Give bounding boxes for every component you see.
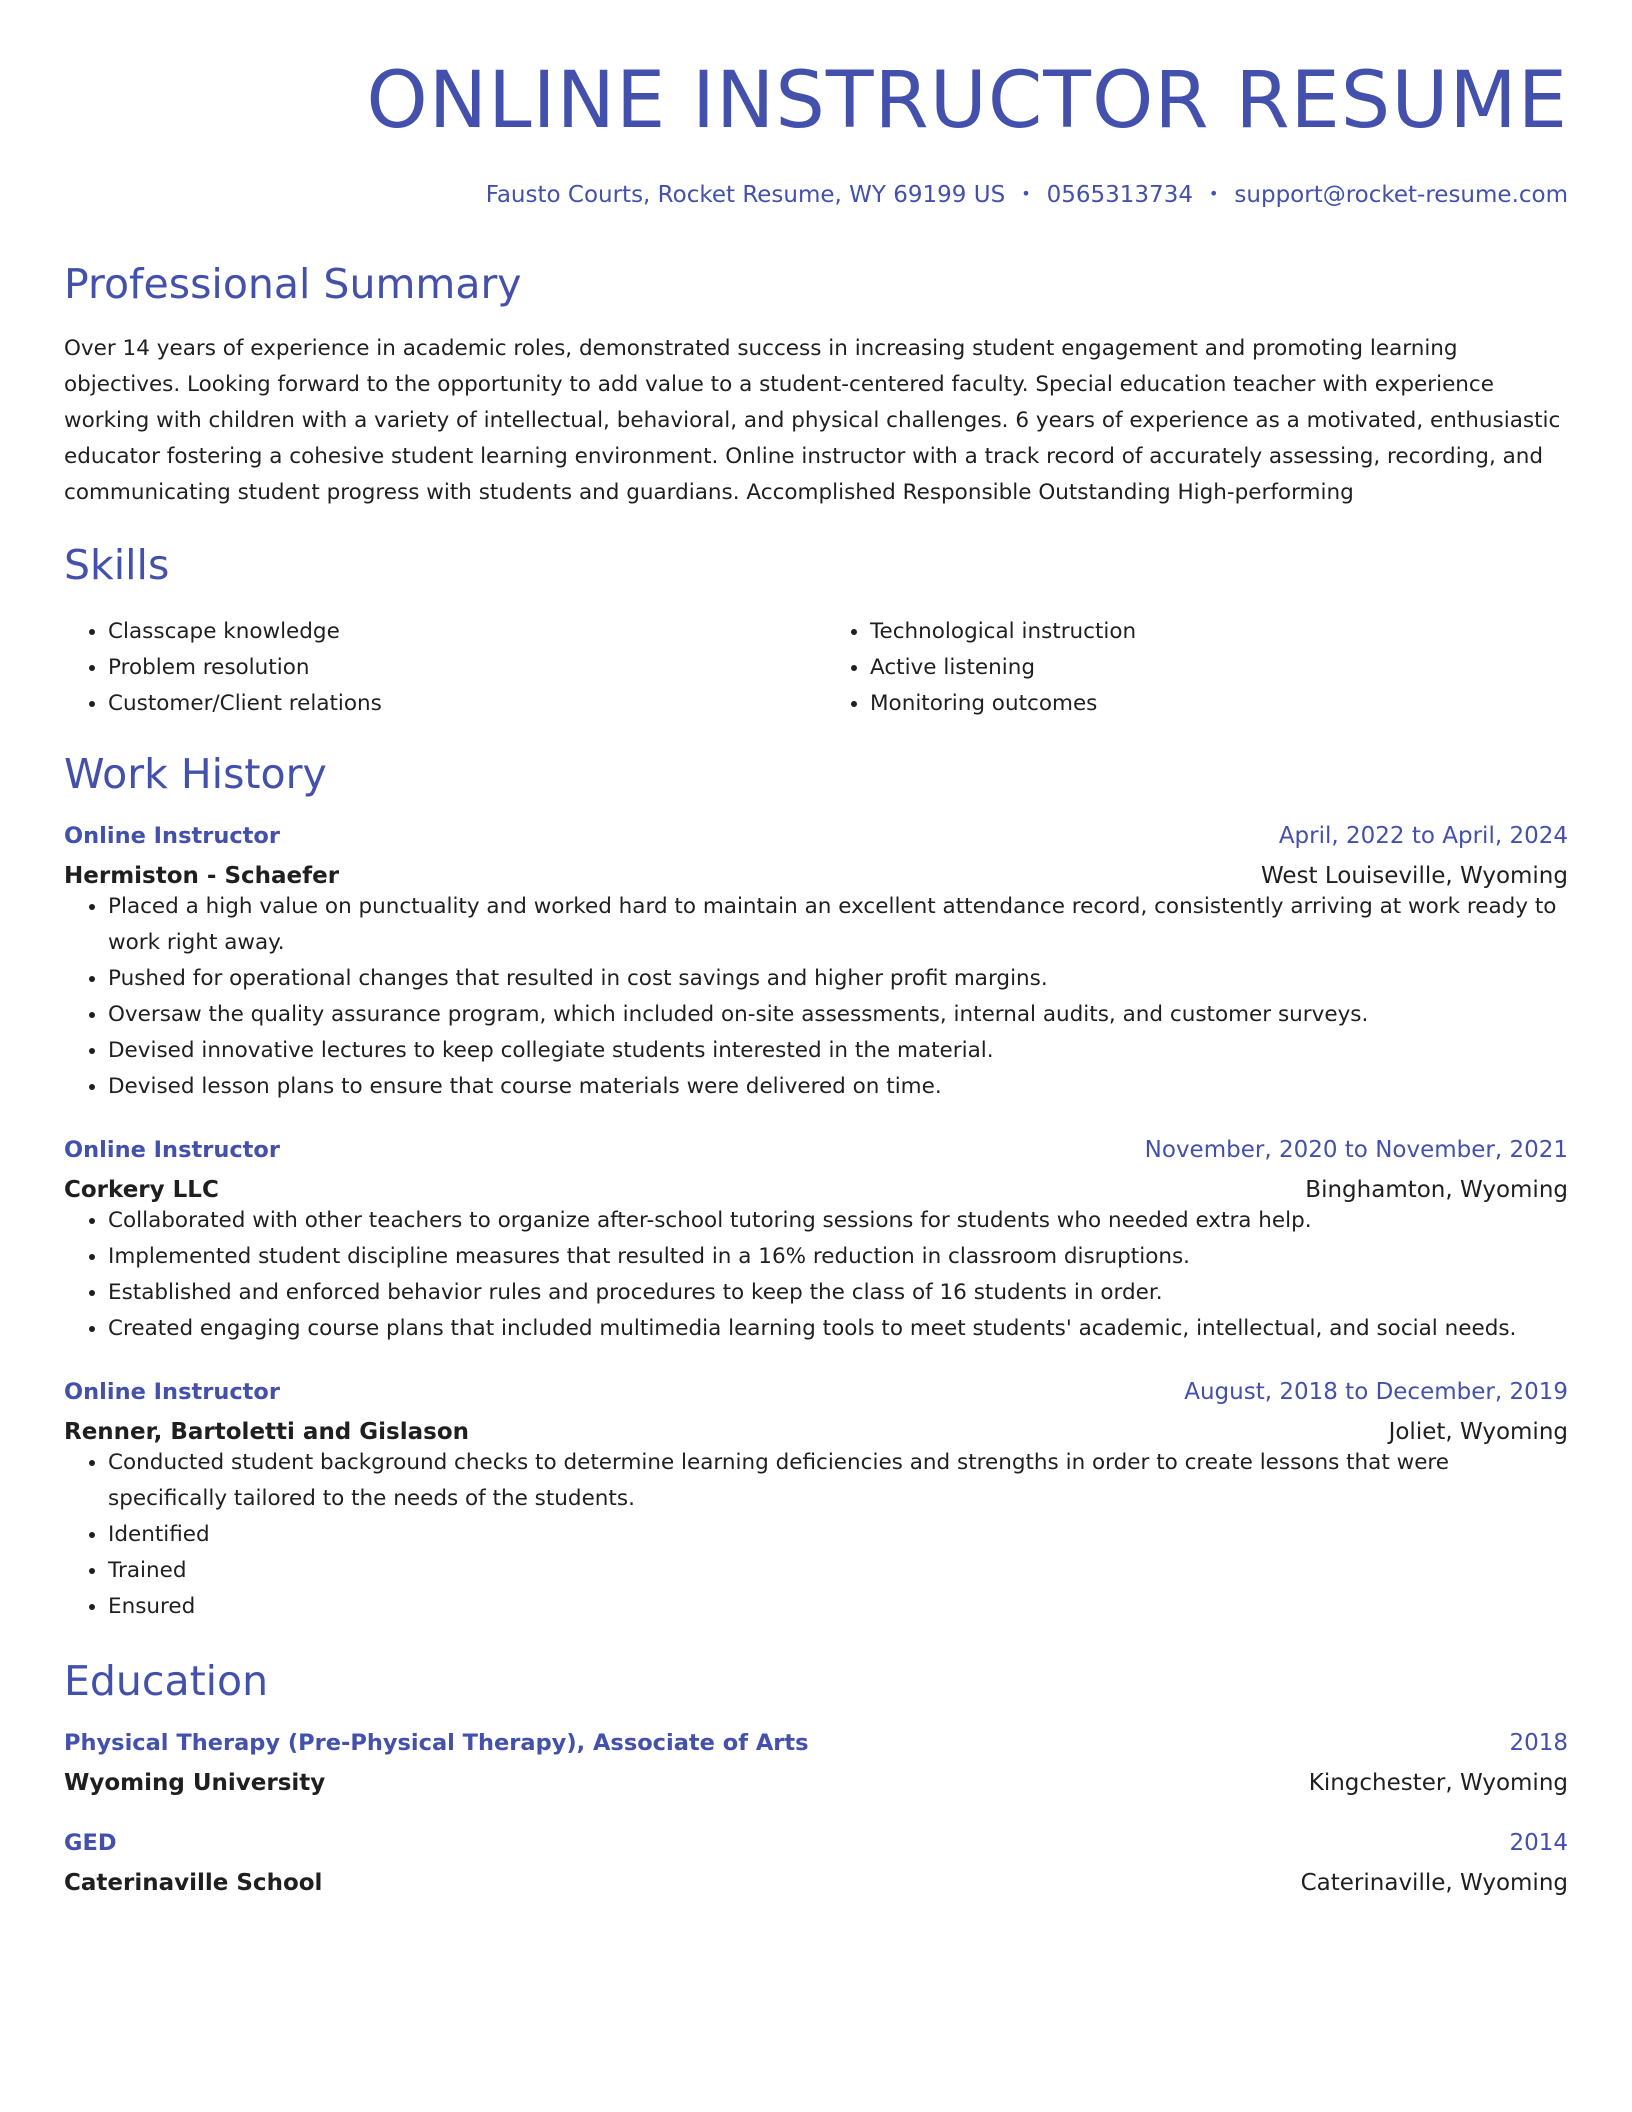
- job-bullet: • Devised lesson plans to ensure that course materials were delivered on time.: [108, 1069, 1568, 1105]
- job-bullets: [64, 889, 1568, 1105]
- job-title: Online Instructor: [64, 822, 280, 849]
- education-school: Caterinaville School: [64, 1869, 323, 1896]
- job-bullet: • Placed a high value on punctuality and worked hard to maintain an excellent attendance record, consistently arriving at work ready to work right away.: [108, 889, 1568, 961]
- job-subheader: [64, 1177, 1568, 1203]
- education-degree: GED: [64, 1829, 117, 1856]
- skill-item: • Monitoring outcomes: [870, 686, 1568, 722]
- skills-column-left: [64, 614, 806, 722]
- contact-phone[interactable]: 0565313734: [1046, 182, 1193, 208]
- education-subheader: [64, 1770, 1568, 1796]
- job-bullet: • Pushed for operational changes that resulted in cost savings and higher profit margins.: [108, 961, 1568, 997]
- job-bullet: • Devised innovative lectures to keep collegiate students interested in the material.: [108, 1033, 1568, 1069]
- education-subheader: [64, 1870, 1568, 1896]
- contact-separator: •: [1208, 184, 1219, 203]
- job-bullet: • Trained: [108, 1553, 1568, 1589]
- skill-item: • Problem resolution: [108, 650, 806, 686]
- skills-list: [64, 614, 1568, 722]
- contact-email[interactable]: support@rocket-resume.com: [1234, 182, 1568, 208]
- education-year: 2014: [1509, 1829, 1568, 1856]
- education-location: Caterinaville, Wyoming: [1300, 1869, 1568, 1896]
- skill-item: • Classcape knowledge: [108, 614, 806, 650]
- skills-heading: Skills: [64, 540, 170, 589]
- skill-item: • Technological instruction: [870, 614, 1568, 650]
- education-year: 2018: [1509, 1729, 1568, 1756]
- education-entry: [64, 1730, 1568, 1796]
- job-header: [64, 1137, 1568, 1163]
- summary-text: Over 14 years of experience in academic roles, demonstrated success in increasing student engagement and promoting learning objectives. Looking forward to the opportunity to add value to a student-centered faculty. Special education teacher with experience working with children with a variety of intellectual, behavioral, and physical challenges. 6 years of experience as a motivated, enthusiastic educator fostering a cohesive student learning environment. Online instructor with a track record of accurately assessing, recording, and communicating student progress with students and guardians. Accomplished Responsible Outstanding High-performing: [64, 335, 1561, 505]
- job-bullets: [64, 1203, 1568, 1347]
- education-header: [64, 1730, 1568, 1756]
- job-bullet: • Oversaw the quality assurance program, which included on-site assessments, internal audits, and customer surveys.: [108, 997, 1568, 1033]
- job-bullet: • Collaborated with other teachers to organize after-school tutoring sessions for students who needed extra help.: [108, 1203, 1568, 1239]
- contact-separator: •: [1021, 184, 1031, 203]
- job-bullets: [64, 1445, 1568, 1625]
- summary-heading: Professional Summary: [64, 259, 522, 308]
- job-bullet: • Established and enforced behavior rules and procedures to keep the class of 16 students in order.: [108, 1275, 1568, 1311]
- skill-item: • Active listening: [870, 650, 1568, 686]
- job-subheader: [64, 1419, 1568, 1445]
- job-dates: November, 2020 to November, 2021: [1144, 1136, 1568, 1163]
- skill-item: • Customer/Client relations: [108, 686, 806, 722]
- job-dates: August, 2018 to December, 2019: [1184, 1378, 1568, 1405]
- education-entry: [64, 1830, 1568, 1896]
- job-location: Binghamton, Wyoming: [1305, 1176, 1568, 1203]
- job-bullet: • Identified: [108, 1517, 1568, 1553]
- job-subheader: [64, 863, 1568, 889]
- job-bullet: • Ensured: [108, 1589, 1568, 1625]
- work-history-heading: Work History: [64, 749, 327, 798]
- job-dates: April, 2022 to April, 2024: [1278, 822, 1568, 849]
- job-entry: [64, 823, 1568, 1105]
- job-bullet: • Created engaging course plans that included multimedia learning tools to meet students' academic, intellectual, and social needs.: [108, 1311, 1568, 1347]
- job-bullet: • Implemented student discipline measures that resulted in a 16% reduction in classroom disruptions.: [108, 1239, 1568, 1275]
- resume-title: ONLINE INSTRUCTOR RESUME: [366, 56, 1568, 146]
- job-employer: Renner, Bartoletti and Gislason: [64, 1418, 470, 1445]
- skills-column-right: [826, 614, 1568, 722]
- education-header: [64, 1830, 1568, 1856]
- education-heading: Education: [64, 1656, 269, 1705]
- job-entry: [64, 1379, 1568, 1625]
- job-location: West Louiseville, Wyoming: [1261, 862, 1568, 889]
- education-school: Wyoming University: [64, 1769, 326, 1796]
- job-entry: [64, 1137, 1568, 1347]
- job-title: Online Instructor: [64, 1378, 280, 1405]
- job-header: [64, 1379, 1568, 1405]
- job-title: Online Instructor: [64, 1136, 280, 1163]
- job-employer: Hermiston - Schaefer: [64, 862, 340, 889]
- contact-address: Fausto Courts, Rocket Resume, WY 69199 US: [485, 182, 1006, 208]
- education-degree: Physical Therapy (Pre-Physical Therapy), Associate of Arts: [64, 1729, 809, 1756]
- contact-line: [64, 182, 1568, 210]
- education-location: Kingchester, Wyoming: [1308, 1769, 1568, 1796]
- job-employer: Corkery LLC: [64, 1176, 219, 1203]
- job-location: Joliet, Wyoming: [1388, 1418, 1568, 1445]
- job-header: [64, 823, 1568, 849]
- job-bullet: • Conducted student background checks to determine learning deficiencies and strengths in order to create lessons that were specifically tailored to the needs of the students.: [108, 1445, 1568, 1517]
